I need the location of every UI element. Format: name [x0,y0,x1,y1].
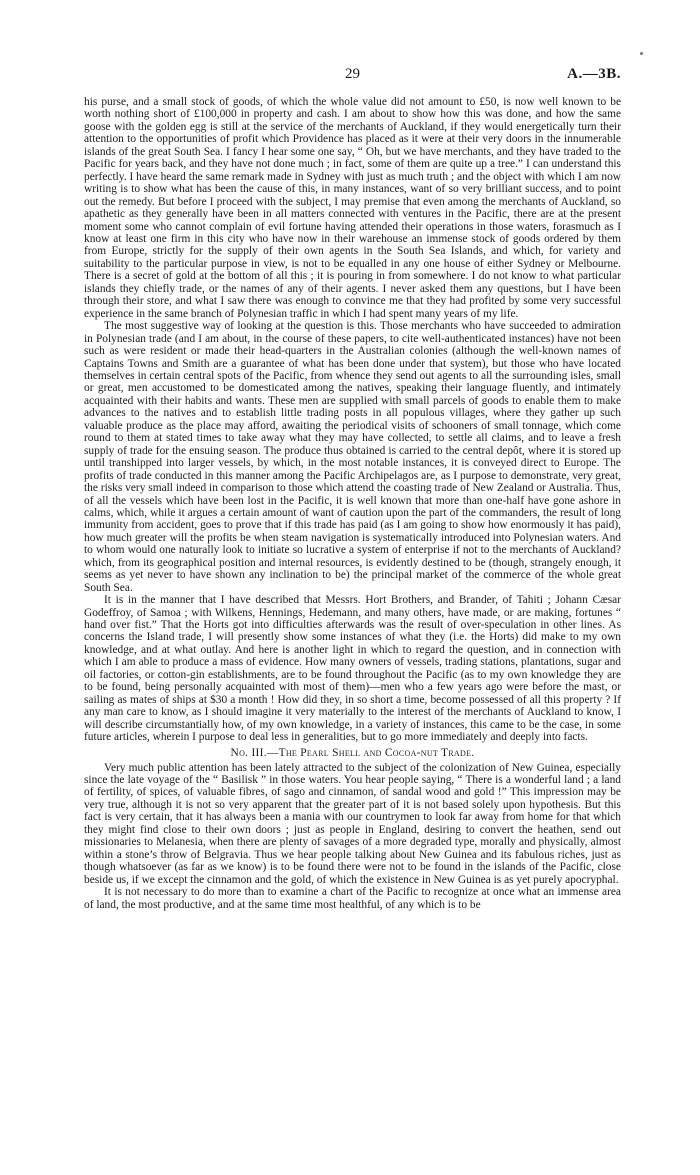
page-number: 29 [345,66,360,82]
paragraph-1: his purse, and a small stock of goods, of which the whole value did not amount to £50, is now well known to be worth nothing short of £100,000 in property and cash. I am about to show how this was done, and how the same goose with the golden egg is still at the service of the merchants of Auckland, if they would energetically turn their attention to the opportunities of profit which Providence has placed as it were at their very doors in the innumerable islands of the great South Sea. I fancy I hear some one say, “ Oh, but we have merchants, and they have traded to the Pacific for years back, and they have not done much ; in fact, some of them are quite up a tree.” I can understand this perfectly. I have heard the same remark made in Sydney with just as much truth ; and the object with which I am now writing is to show what has been the cause of this, in many instances, want of so very brilliant success, and to point out the remedy. But before I proceed with the subject, I may premise that even among the merchants of Auckland, so apathetic as they generally have been in all matters connected with ventures in the Pacific, there are at the present moment some who cannot complain of evil fortune having attended their operations in those waters, forasmuch as I know at least one firm in this city who have now in their warehouse an immense stock of goods ordered by them from Europe, strictly for the supply of their own agents in the South Sea Islands, and which, for variety and suitability to the particular purpose in view, is not to be equalled in any one house of either Sydney or Melbourne. There is a secret of gold at the bottom of all this ; it is pouring in from somewhere. I do not know to what particular islands they chiefly trade, or the names of any of their agents. I never asked them any questions, but I have been through their store, and what I saw there was enough to convince me that they had profited by some very successful experience in the same branch of Polynesian traffic in which I had spent many years of my life. [84,96,621,320]
paragraph-2: The most suggestive way of looking at the question is this. Those merchants who have succeeded to admiration in Polynesian trade (and I am about, in the course of these papers, to cite well-authenticated instances) have not been such as were resident or made their head-quarters in the Australian colonies (although the well-known names of Captains Towns and Smith are a guarantee of what has been done under that system), but those who have located themselves in certain central spots of the Pacific, from whence they send out agents to all the surrounding isles, small or great, men accustomed to be domesticated among the natives, speaking their language fluently, and intimately acquainted with their habits and wants. These men are supplied with small parcels of goods to enable them to make advances to the natives and to establish little trading posts in all populous villages, where they gather up such valuable produce as the place may afford, awaiting the periodical visits of schooners of small tonnage, which come round to them at stated times to take away what they may have collected, to settle all claims, and to leave a fresh supply of trade for the ensuing season. The produce thus obtained is carried to the central depôt, where it is stored up until transhipped into larger vessels, by which, in the most notable instances, it is conveyed direct to Europe. The profits of trade conducted in this manner among the Pacific Archipelagos are, as I purpose to demonstrate, very great, the risks very small indeed in comparison to those which attend the coasting trade of New Zealand or Australia. Thus, of all the vessels which have been lost in the Pacific, it is well known that more than one-half have gone ashore in calms, which, while it argues a certain amount of want of caution upon the part of the commanders, the result of long immunity from accident, goes to prove that if this trade has paid (as I am going to show how enormously it has paid), how much greater will the profits be when steam navigation is systematically introduced into Polynesian waters. And to whom would one naturally look to initiate so lucrative a system of enterprise if not to the merchants of Auckland? which, from its geographical position and internal resources, is evidently destined to be (though, strangely enough, it seems as yet never to have shown any inclination to be) the principal market of the commerce of the whole great South Sea. [84,320,621,594]
section-paragraph-2: It is not necessary to do more than to examine a chart of the Pacific to recognize at once what an immense area of land, the most productive, and at the same time most healthful, of any which is to be [84,886,621,911]
document-page [84,66,621,911]
section-heading: No. III.—The Pearl Shell and Cocoa-nut Trade. [230,746,475,759]
section-paragraph-1: Very much public attention has been lately attracted to the subject of the colonization of New Guinea, especially since the late voyage of the “ Basilisk ” in those waters. You hear people saying, “ There is a wonderful land ; a land of fertility, of spices, of valuable fibres, of sago and cinnamon, of sandal wood and gold !” This impression may be very true, although it is not so very apparent that the greater part of it is not based solely upon hypothesis. But this fact is very certain, that it has always been a mania with our countrymen to look far away from home for that which they might find close to their own doors ; just as people in England, desiring to convert the heathen, send out missionaries to Melanesia, when there are plenty of savages of a more degraded type, morally and physically, almost within a stone’s throw of Belgravia. Thus we hear people talking about New Guinea and its fabulous riches, just as though whatsoever (as far as we know) is to be found there were not to be found in the islands of the Pacific, close beside us, if we except the cinnamon and the gold, of which the existence in New Guinea is as yet purely apocryphal. [84,761,621,886]
paragraph-3: It is in the manner that I have described that Messrs. Hort Brothers, and Brander, of Tahiti ; Johann Cæsar Godeffroy, of Samoa ; with Wilkens, Hennings, Hedemann, and many others, have made, or are making, fortunes “ hand over fist.” That the Horts got into difficulties afterwards was the result of over-speculation in other lines. As concerns the Island trade, I will presently show some instances of what they (i.e. the Horts) did make to my own knowledge, and at what outlay. And here is another light in which to regard the question, and in connection with which I am able to produce a mass of evidence. How many owners of vessels, trading stations, plantations, sugar and oil factories, or cotton-gin establishments, are to be found throughout the Pacific (as to my own knowledge they are to be found, being personally acquainted with most of them)—men who a few years ago were before the mast, or sailing as mates of ships at $30 a month ! How did they, in so short a time, become possessed of all this property ? If any man care to know, as I should imagine it very materially to the interest of the merchants of Auckland to know, I will describe circumstantially how, of my own knowledge, in a variety of instances, this came to be the case, in some future articles, wherein I purpose to deal less in generalities, but to go more immediately and deeply into facts. [84,594,621,744]
page-corner-mark [640,52,643,55]
page-header [84,66,621,92]
body-text [84,96,621,911]
document-reference: A.—3B. [567,66,621,82]
